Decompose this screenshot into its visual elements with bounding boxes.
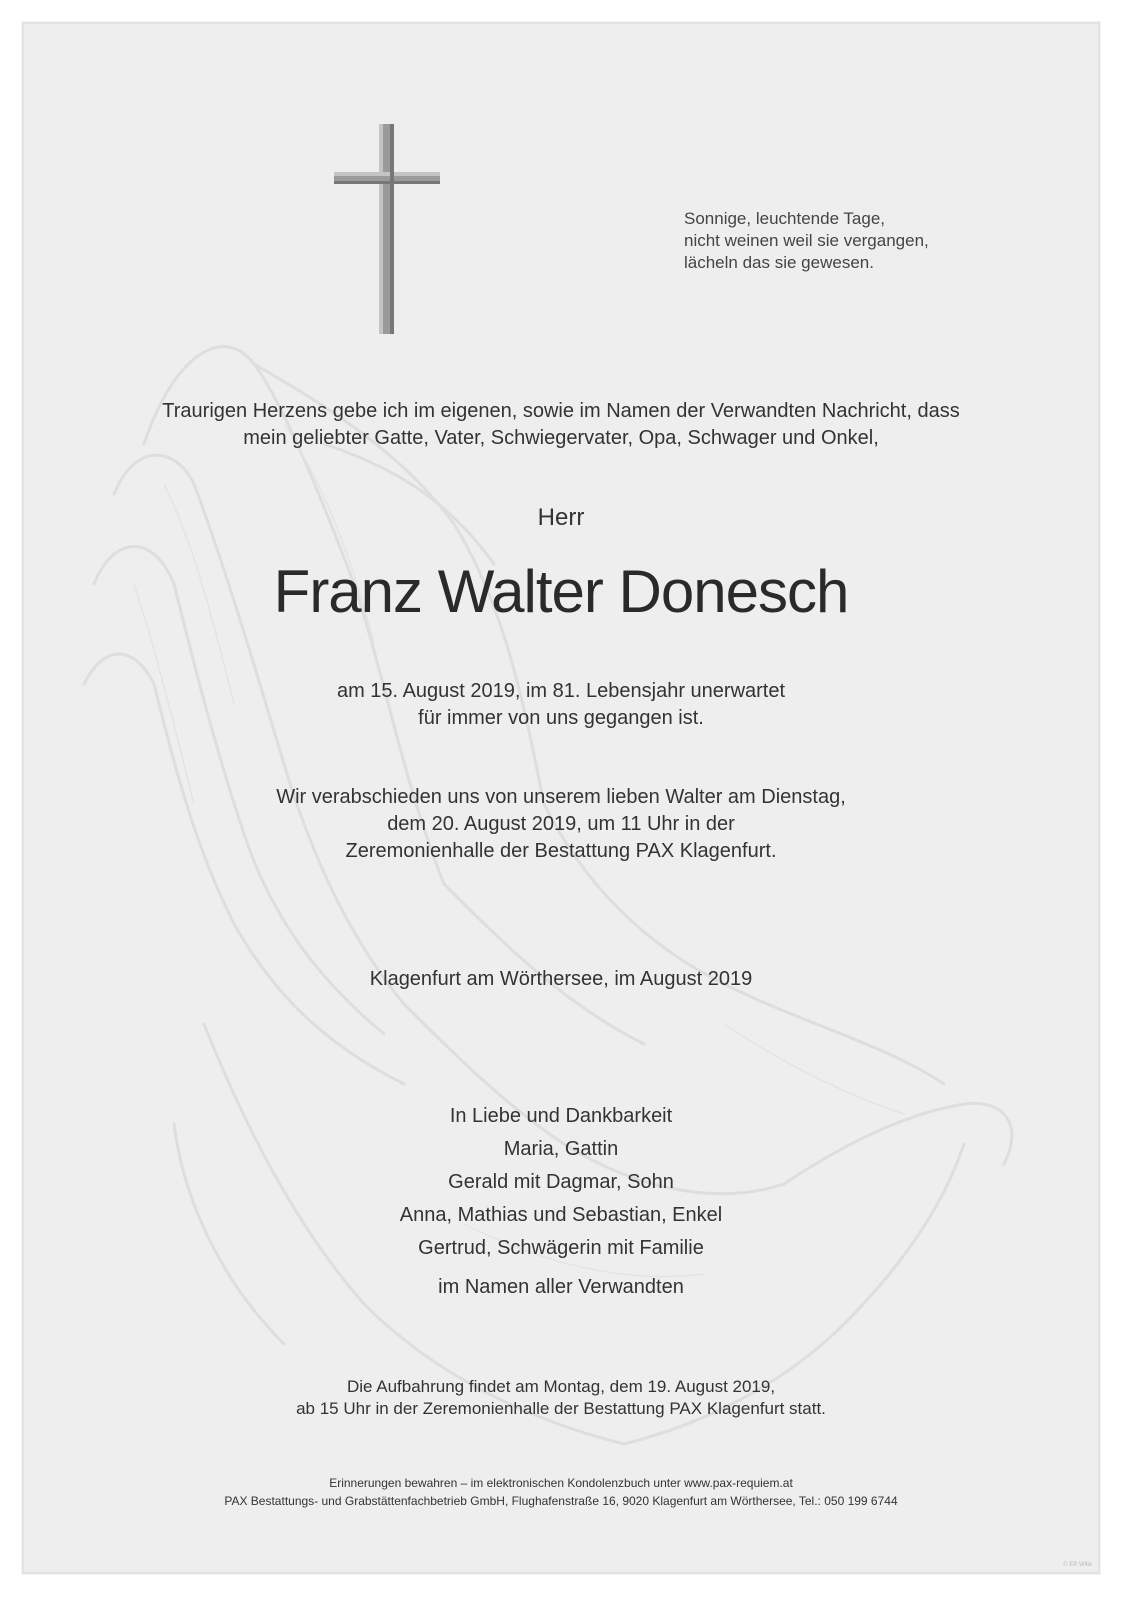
mourners-closing: im Namen aller Verwandten bbox=[438, 1276, 684, 1298]
poem-line: Sonnige, leuchtende Tage, bbox=[684, 209, 886, 228]
death-notice bbox=[24, 678, 1098, 732]
mourners-list bbox=[24, 1100, 1098, 1304]
farewell-line: Zeremonienhalle der Bestattung PAX Klagenfurt. bbox=[345, 840, 777, 862]
viewing-line: ab 15 Uhr in der Zeremonienhalle der Bestattung PAX Klagenfurt statt. bbox=[296, 1399, 826, 1418]
funeral-home-address: PAX Bestattungs- und Grabstättenfachbetrieb GmbH, Flughafenstraße 16, 9020 Klagenfurt am Wörthersee, Tel.: 050 199 6744 bbox=[224, 1494, 898, 1508]
farewell-line: Wir verabschieden uns von unserem lieben Walter am Dienstag, bbox=[276, 786, 846, 808]
viewing-notice bbox=[24, 1376, 1098, 1420]
salutation: Herr bbox=[537, 504, 585, 531]
memorial-poem bbox=[684, 208, 1014, 274]
mourner-name: Maria, Gattin bbox=[503, 1138, 619, 1160]
place-date: Klagenfurt am Wörthersee, im August 2019 bbox=[369, 968, 753, 990]
obituary-card bbox=[22, 22, 1100, 1574]
mourner-name: Anna, Mathias und Sebastian, Enkel bbox=[399, 1204, 723, 1226]
farewell-line: dem 20. August 2019, um 11 Uhr in der bbox=[387, 813, 735, 835]
poem-line: nicht weinen weil sie vergangen, bbox=[684, 231, 929, 250]
cross-icon bbox=[334, 124, 444, 334]
mourner-name: Gerald mit Dagmar, Sohn bbox=[448, 1171, 674, 1193]
deceased-name: Franz Walter Donesch bbox=[273, 558, 849, 625]
announcement-intro bbox=[24, 398, 1098, 452]
death-notice-line: für immer von uns gegangen ist. bbox=[418, 707, 704, 729]
funeral-home-footer bbox=[24, 1474, 1098, 1510]
condolence-book-line: Erinnerungen bewahren – im elektronischen Kondolenzbuch unter www.pax-requiem.at bbox=[329, 1476, 793, 1490]
death-notice-line: am 15. August 2019, im 81. Lebensjahr unerwartet bbox=[336, 680, 786, 702]
farewell-notice bbox=[24, 784, 1098, 865]
mourners-heading: In Liebe und Dankbarkeit bbox=[449, 1105, 673, 1127]
copyright-mark: © EP Wille bbox=[1063, 1562, 1092, 1568]
viewing-line: Die Aufbahrung findet am Montag, dem 19. August 2019, bbox=[346, 1377, 776, 1396]
mourner-name: Gertrud, Schwägerin mit Familie bbox=[418, 1237, 704, 1259]
intro-line: mein geliebter Gatte, Vater, Schwiegervater, Opa, Schwager und Onkel, bbox=[243, 427, 879, 449]
poem-line: lächeln das sie gewesen. bbox=[684, 253, 874, 272]
intro-line: Traurigen Herzens gebe ich im eigenen, sowie im Namen der Verwandten Nachricht, dass bbox=[162, 400, 960, 422]
